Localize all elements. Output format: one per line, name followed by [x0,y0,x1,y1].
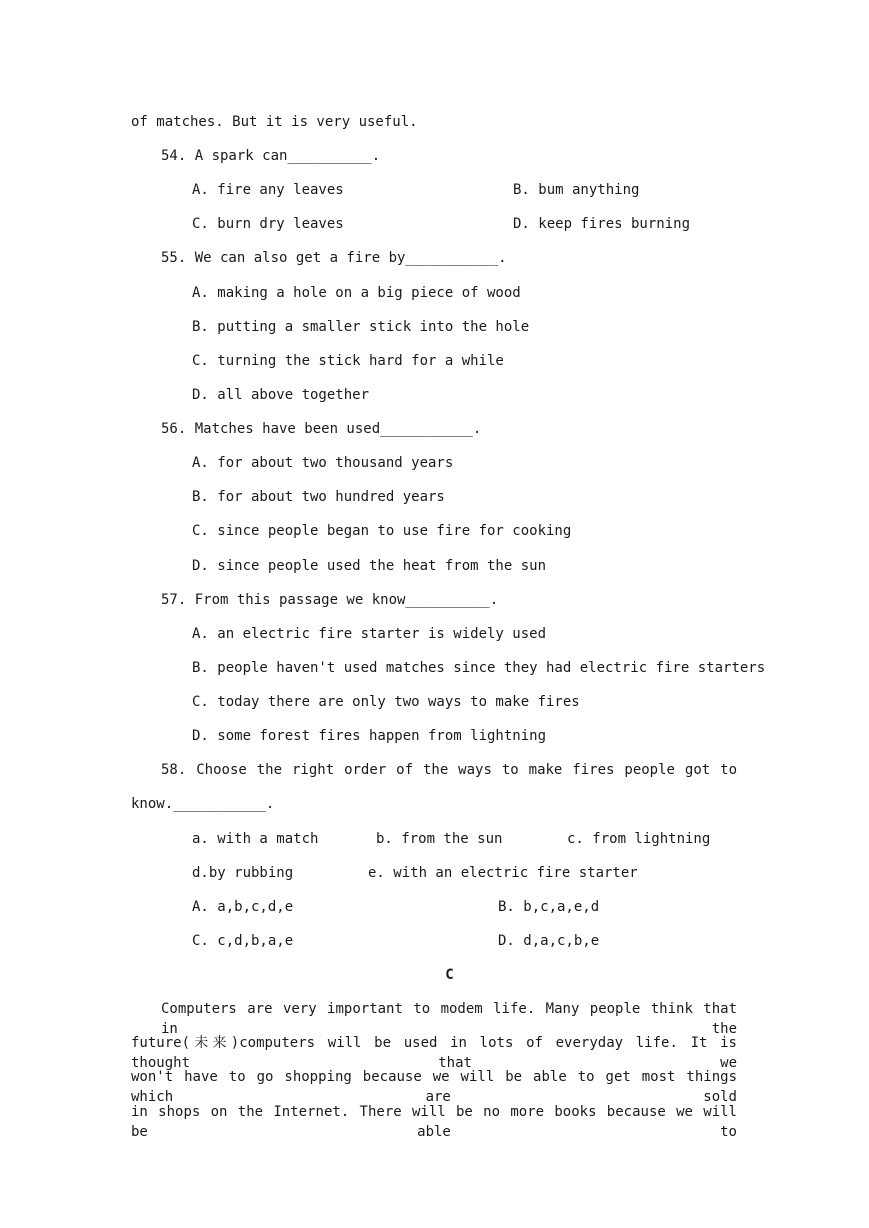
question-55-stem: 55. We can also get a fire by___________. [161,250,507,266]
question-55-option-a: A. making a hole on a big piece of wood [192,285,521,301]
question-58-stem-line1: 58. Choose the right order of the ways to make fires people got to [161,762,737,778]
question-58-option-d: D. d,a,c,b,e [498,933,600,949]
section-heading: C [445,967,454,983]
question-55-option-d: D. all above together [192,387,370,403]
question-56-stem: 56. Matches have been used___________. [161,421,482,437]
question-57-option-c: C. today there are only two ways to make fires [192,694,580,710]
question-56-option-a: A. for about two thousand years [192,455,454,471]
question-57-option-a: A. an electric fire starter is widely used [192,626,547,642]
question-56-option-b: B. for about two hundred years [192,489,445,505]
passage-line-1: Computers are very important to modem life. Many people think that in the [161,1001,737,1037]
question-58-item-e: e. with an electric fire starter [368,865,638,881]
question-57-option-d: D. some forest fires happen from lightning [192,728,547,744]
question-58-item-b: b. from the sun [376,831,503,847]
question-58-option-a: A. a,b,c,d,e [192,899,294,915]
question-58-option-b: B. b,c,a,e,d [498,899,600,915]
question-55-option-c: C. turning the stick hard for a while [192,353,504,369]
question-57-option-b: B. people haven't used matches since they had electric fire starters [192,660,766,676]
question-54-stem: 54. A spark can__________. [161,148,381,164]
question-55-option-b: B. putting a smaller stick into the hole [192,319,530,335]
intro-line: of matches. But it is very useful. [131,114,418,130]
question-58-item-d: d.by rubbing [192,865,294,881]
question-54-option-c: C. burn dry leaves [192,216,344,232]
question-58-stem-line2: know.___________. [131,796,275,812]
question-54-option-a: A. fire any leaves [192,182,344,198]
question-58-item-c: c. from lightning [567,831,711,847]
question-57-stem: 57. From this passage we know__________. [161,592,499,608]
passage-line-3: won't have to go shopping because we will be able to get most things which are sold [131,1069,737,1105]
passage-line-4: in shops on the Internet. There will be no more books because we will be able to [131,1104,737,1140]
question-58-item-a: a. with a match [192,831,319,847]
question-54-option-b: B. bum anything [513,182,640,198]
question-58-option-c: C. c,d,b,a,e [192,933,294,949]
question-56-option-c: C. since people began to use fire for cooking [192,523,572,539]
passage-line-2: future(未来)computers will be used in lots of everyday life. It is thought that we [131,1035,737,1071]
question-54-option-d: D. keep fires burning [513,216,691,232]
question-56-option-d: D. since people used the heat from the sun [192,558,547,574]
